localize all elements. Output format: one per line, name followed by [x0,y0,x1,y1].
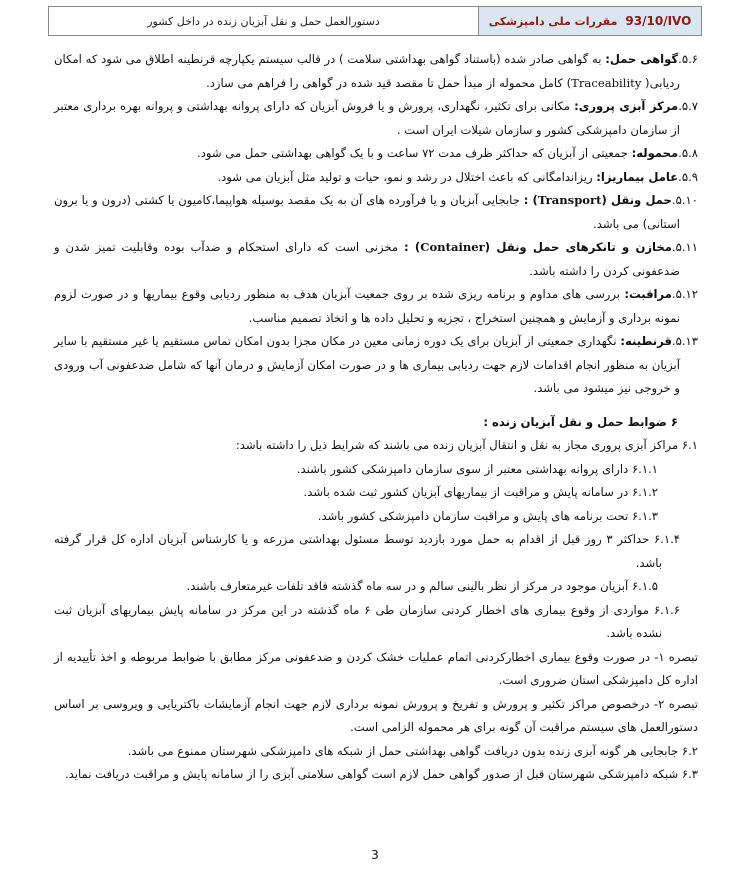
item-number: ۵.۹. [678,169,698,184]
doc-code: 93/10/IVO [625,14,692,28]
item-number: ۵.۱۱. [671,240,698,254]
item-number: ۵.۷. [678,99,699,113]
clause-6-1-6: ۶.۱.۶ مواردی از وقوع بیماری های اخطار کردنی سازمان طی ۶ ماه گذشته در این مرکز در سامانه پایش بیماریهای آبزیان ثبت نشده باشد. [54,602,680,640]
latin-term: Traceability [571,75,642,90]
doc-title: دستورالعمل حمل و نقل آبزیان زنده در داخل کشور [147,14,380,28]
term: قرنطینه: [620,334,672,348]
term: حمل ونقل ( [601,193,672,207]
clause-6-1-1: ۶.۱.۱ دارای پروانه بهداشتی معتبر از سوی سازمان دامپزشکی کشور باشند. [296,461,658,476]
definition-text: ) کامل محموله از مبدأ حمل تا مقصد قید شده در گواهی را فراهم می سازد. [206,75,572,90]
page-header [48,6,702,36]
definition-text: مکانی برای تکثیر، نگهداری، پرورش و یا فروش آبزیان که دارای پروانه بهداشتی و پروانه بهره برداری معتبر از سازمان دامپزشکی کشور و سازمان شیلات ایران است . [54,99,680,137]
definition-text: جمعیتی از آبزیان که حداکثر ظرف مدت ۷۲ ساعت و با یک گواهی بهداشتی حمل می شود. [197,146,632,160]
definition-5-9 [54,166,698,190]
definition-text: بررسی های مداوم و برنامه ریزی شده بر روی جمعیت آبزیان هدف به منظور ردیابی وقوع بیماریها و در صورت لزوم نمونه برداری و آزمایش و همچنین استخراج ، تجزیه و تحلیل داده ها و اتخاذ تصمیم مناسب. [54,287,680,325]
definition-text: نگهداری جمعیتی از آبزیان برای یک دوره زمانی معین در مکان مجزا بدون امکان تماس مستقیم یا غیر مستقیم با سایر آبزیان به منظور انجام اقدامات لازم جهت ردیابی بیماری ها و در صورت امکان آزمایش و درمان آنها که شامل ضدعفونی آب ورودی و خروجی نیز میشود می باشد. [54,334,680,395]
definition-text: ریزاندامگانی که باعث اختلال در رشد و نمو، حیات و تولید مثل آبزیان می شود. [217,169,597,184]
document-body [54,48,698,787]
definition-5-12 [54,283,698,330]
definition-text: به گواهی صادر شده (باستناد گواهی بهداشتی سلامت ) در قالب سیستم یکپارچه قرنطینه اطلاق می شود که امکان ردیابی( [54,52,680,90]
clause-6-1-5: ۶.۱.۵ آبزیان موجود در مرکز از نظر بالینی سالم و در سه ماه گذشته فاقد تلفات غیرمتعارف باشند. [186,579,658,593]
item-number: ۵.۸. [678,146,698,160]
latin-term: Container [420,240,485,254]
page-number: 3 [371,848,379,862]
definition-5-8 [54,142,698,166]
item-number: ۵.۱۳. [671,334,698,348]
term: مراقبت: [624,287,672,301]
clause-6-3: ۶.۳ شبکه دامپزشکی شهرستان قبل از صدور گواهی حمل لازم است گواهی سلامتی آبزی را از سامانه پایش و مراقبت دریافت نماید. [64,767,698,781]
note-1: تبصره ۱- در صورت وقوع بیماری اخطارکردنی اتمام عملیات خشک کردن و ضدعفونی مرکز مطابق با ضوابط مربوطه و اخذ تأییدیه از اداره کل دامپزشکی استان ضروری است. [54,649,698,687]
definition-5-10 [54,189,698,236]
item-number: ۵.۱۰. [671,193,698,207]
clause-6-1-4: ۶.۱.۴ حداکثر ۳ روز قبل از اقدام به حمل مورد بازدید توسط مسئول بهداشتی مزرعه و یا کارشناس آبزیان اداره کل قرار گرفته باشد. [54,532,680,570]
latin-term: Transport [537,193,602,207]
term-close: ) : [404,240,421,254]
item-number: ۵.۶. [678,52,698,66]
clause-6-1: ۶.۱ مراکز آبزی پروری مجاز به نقل و انتقال آبزیان زنده می باشند که شرایط ذیل را داشته باشد: [235,438,698,452]
term: مخازن و تانکرهای حمل ونقل ( [484,240,672,254]
definition-5-6 [54,48,698,95]
term: مرکز آبزی پروری: [574,99,679,113]
definition-text: مخزنی است که دارای استحکام و ضدآب بوده وقابلیت تمیز شدن و ضدعفونی کردن را داشته باشد. [54,240,680,278]
definition-text: جابجایی آبزیان و یا فرآورده های آن به یک مقصد بوسیله هواپیما،کامیون یا کشتی (درون و یا برون استانی) می باشد. [54,193,680,231]
term: محموله: [631,146,679,160]
section-6-title: ۶ ضوابط حمل و نقل آبزیان زنده : [483,414,678,429]
definition-5-11 [54,236,698,283]
clause-6-2: ۶.۲ جابجایی هر گونه آبزی زنده بدون دریافت گواهی بهداشتی حمل از شبکه های دامپزشکی شهرستان ممنوع می باشد. [127,743,698,758]
definition-5-13 [54,330,698,401]
term: گواهی حمل: [605,52,679,66]
clause-6-1-3: ۶.۱.۳ تحت برنامه های پایش و مراقبت سازمان دامپزشکی کشور باشد. [317,508,658,523]
clause-6-1-2: ۶.۱.۲ در سامانه پایش و مراقبت از بیماریهای آبزیان کشور ثبت شده باشد. [303,485,658,499]
term-close: ) : [523,193,538,207]
definition-5-7 [54,95,698,142]
term: عامل بیماریزا: [596,169,679,184]
item-number: ۵.۱۲. [671,287,698,301]
header-doc-id [478,7,701,35]
note-2: تبصره ۲- درخصوص مراکز تکثیر و پرورش و تفریخ و پرورش نمونه برداری لازم جهت انجام آزمایشات باکتریایی و ویروسی بر اساس دستورالعمل های سیستم مراقبت آن گونه برای هر محموله الزامی است. [54,696,698,734]
doc-label: مقررات ملی دامپزشکی [488,14,618,28]
